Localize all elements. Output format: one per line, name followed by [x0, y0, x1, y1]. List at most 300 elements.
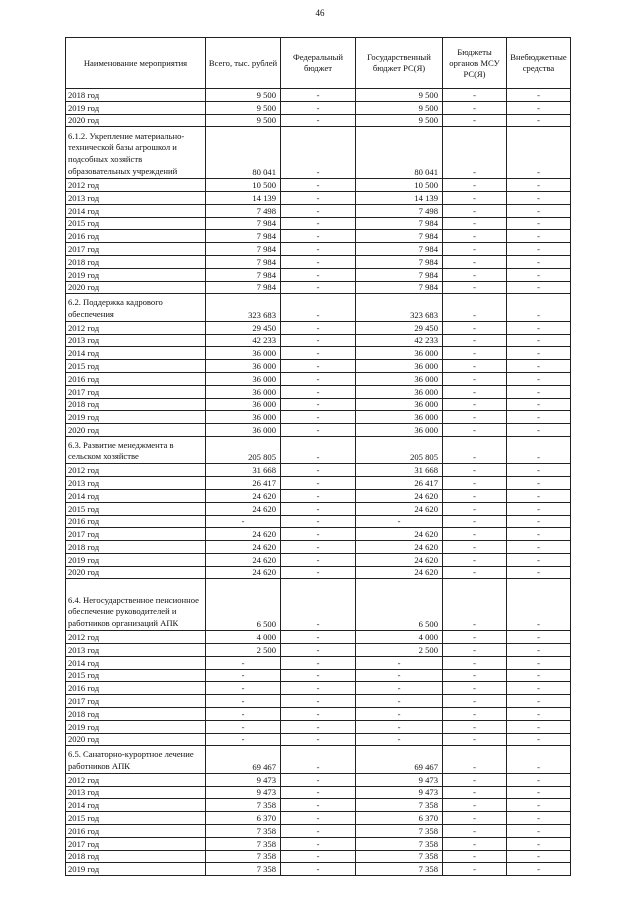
- cell-federal: -: [281, 398, 356, 411]
- table-row: [66, 489, 571, 502]
- cell-total: 24 620: [206, 489, 281, 502]
- cell-municipal: -: [443, 528, 507, 541]
- cell-name: 2017 год: [66, 695, 206, 708]
- cell-offbudget: -: [507, 89, 571, 102]
- cell-municipal: -: [443, 644, 507, 657]
- cell-federal: -: [281, 669, 356, 682]
- cell-federal: -: [281, 255, 356, 268]
- section-row: [66, 579, 571, 631]
- cell-state: 69 467: [356, 746, 443, 773]
- cell-name: 2016 год: [66, 230, 206, 243]
- cell-state: 7 358: [356, 837, 443, 850]
- cell-state: 7 498: [356, 204, 443, 217]
- cell-total: 36 000: [206, 347, 281, 360]
- cell-federal: -: [281, 553, 356, 566]
- cell-state: 7 984: [356, 281, 443, 294]
- cell-name: 2018 год: [66, 708, 206, 721]
- cell-name: 2012 год: [66, 321, 206, 334]
- cell-state: -: [356, 695, 443, 708]
- cell-federal: -: [281, 746, 356, 773]
- cell-municipal: -: [443, 243, 507, 256]
- cell-name: 2020 год: [66, 114, 206, 127]
- cell-state: 2 500: [356, 644, 443, 657]
- cell-federal: -: [281, 281, 356, 294]
- header-total: Всего, тыс. рублей: [206, 38, 281, 89]
- table-row: [66, 541, 571, 554]
- table-row: [66, 477, 571, 490]
- cell-municipal: -: [443, 294, 507, 321]
- cell-total: 31 668: [206, 464, 281, 477]
- table-row: [66, 385, 571, 398]
- cell-offbudget: -: [507, 127, 571, 179]
- cell-federal: -: [281, 436, 356, 463]
- cell-offbudget: -: [507, 464, 571, 477]
- table-row: [66, 812, 571, 825]
- cell-federal: -: [281, 217, 356, 230]
- cell-federal: -: [281, 89, 356, 102]
- cell-municipal: -: [443, 733, 507, 746]
- table-body: [66, 89, 571, 876]
- cell-federal: -: [281, 294, 356, 321]
- cell-total: 42 233: [206, 334, 281, 347]
- cell-federal: -: [281, 101, 356, 114]
- cell-total: 7 358: [206, 863, 281, 876]
- cell-total: 205 805: [206, 436, 281, 463]
- cell-federal: -: [281, 230, 356, 243]
- cell-total: 36 000: [206, 398, 281, 411]
- cell-federal: -: [281, 179, 356, 192]
- cell-state: 7 984: [356, 243, 443, 256]
- cell-municipal: -: [443, 863, 507, 876]
- cell-municipal: -: [443, 579, 507, 631]
- cell-federal: -: [281, 127, 356, 179]
- cell-name: 2013 год: [66, 334, 206, 347]
- cell-municipal: -: [443, 541, 507, 554]
- cell-state: 7 358: [356, 799, 443, 812]
- cell-municipal: -: [443, 786, 507, 799]
- table-row: [66, 773, 571, 786]
- cell-name: 2016 год: [66, 372, 206, 385]
- cell-offbudget: -: [507, 566, 571, 579]
- cell-offbudget: -: [507, 230, 571, 243]
- cell-name: 2012 год: [66, 773, 206, 786]
- cell-state: 9 473: [356, 786, 443, 799]
- cell-federal: -: [281, 515, 356, 528]
- cell-name: 2014 год: [66, 204, 206, 217]
- cell-name: 2013 год: [66, 786, 206, 799]
- cell-offbudget: -: [507, 579, 571, 631]
- cell-federal: -: [281, 825, 356, 838]
- table-row: [66, 682, 571, 695]
- cell-state: 31 668: [356, 464, 443, 477]
- cell-total: 36 000: [206, 372, 281, 385]
- cell-offbudget: -: [507, 799, 571, 812]
- cell-name: 2017 год: [66, 243, 206, 256]
- cell-municipal: -: [443, 708, 507, 721]
- cell-offbudget: -: [507, 786, 571, 799]
- header-municipal: Бюджеты органов МСУ РС(Я): [443, 38, 507, 89]
- cell-total: 14 139: [206, 191, 281, 204]
- header-state: Государственный бюджет РС(Я): [356, 38, 443, 89]
- cell-federal: -: [281, 695, 356, 708]
- cell-state: -: [356, 682, 443, 695]
- cell-municipal: -: [443, 334, 507, 347]
- cell-name: 2017 год: [66, 528, 206, 541]
- cell-name: 2016 год: [66, 825, 206, 838]
- cell-total: 7 984: [206, 230, 281, 243]
- table-row: [66, 631, 571, 644]
- cell-name: 2020 год: [66, 733, 206, 746]
- cell-total: 6 370: [206, 812, 281, 825]
- table-row: [66, 411, 571, 424]
- cell-name: 6.5. Санаторно-курортное лечение работников АПК: [66, 746, 206, 773]
- cell-offbudget: -: [507, 179, 571, 192]
- cell-total: 26 417: [206, 477, 281, 490]
- cell-name: 6.2. Поддержка кадрового обеспечения: [66, 294, 206, 321]
- table-row: [66, 837, 571, 850]
- header-offbudget: Внебюджетные средства: [507, 38, 571, 89]
- cell-name: 2013 год: [66, 477, 206, 490]
- header-federal: Федеральный бюджет: [281, 38, 356, 89]
- cell-municipal: -: [443, 477, 507, 490]
- cell-offbudget: -: [507, 528, 571, 541]
- cell-state: -: [356, 515, 443, 528]
- cell-total: 7 358: [206, 850, 281, 863]
- cell-state: -: [356, 708, 443, 721]
- cell-federal: -: [281, 114, 356, 127]
- cell-federal: -: [281, 773, 356, 786]
- cell-municipal: -: [443, 281, 507, 294]
- cell-name: 2017 год: [66, 385, 206, 398]
- cell-offbudget: -: [507, 733, 571, 746]
- cell-total: 9 500: [206, 114, 281, 127]
- cell-state: 4 000: [356, 631, 443, 644]
- cell-state: 36 000: [356, 424, 443, 437]
- cell-total: 7 984: [206, 243, 281, 256]
- cell-total: 69 467: [206, 746, 281, 773]
- cell-name: 2014 год: [66, 347, 206, 360]
- budget-table: [65, 37, 571, 876]
- page-number: 46: [315, 8, 325, 18]
- cell-name: 6.3. Развитие менеджмента в сельском хозяйстве: [66, 436, 206, 463]
- cell-offbudget: -: [507, 812, 571, 825]
- cell-federal: -: [281, 268, 356, 281]
- section-row: [66, 127, 571, 179]
- cell-federal: -: [281, 682, 356, 695]
- table-row: [66, 528, 571, 541]
- cell-municipal: -: [443, 436, 507, 463]
- table-row: [66, 179, 571, 192]
- cell-total: -: [206, 733, 281, 746]
- cell-federal: -: [281, 489, 356, 502]
- cell-name: 2020 год: [66, 281, 206, 294]
- cell-total: 7 358: [206, 825, 281, 838]
- cell-total: 7 358: [206, 837, 281, 850]
- cell-total: 36 000: [206, 360, 281, 373]
- cell-total: 7 984: [206, 281, 281, 294]
- cell-offbudget: -: [507, 217, 571, 230]
- cell-total: -: [206, 669, 281, 682]
- table-row: [66, 695, 571, 708]
- cell-name: 2020 год: [66, 424, 206, 437]
- cell-total: 9 500: [206, 89, 281, 102]
- cell-name: 2014 год: [66, 489, 206, 502]
- table-row: [66, 850, 571, 863]
- cell-offbudget: -: [507, 669, 571, 682]
- cell-federal: -: [281, 863, 356, 876]
- cell-name: 2018 год: [66, 541, 206, 554]
- cell-offbudget: -: [507, 321, 571, 334]
- cell-name: 2018 год: [66, 89, 206, 102]
- cell-state: 24 620: [356, 541, 443, 554]
- table-row: [66, 230, 571, 243]
- cell-name: 2013 год: [66, 644, 206, 657]
- cell-state: 36 000: [356, 372, 443, 385]
- table-row: [66, 321, 571, 334]
- cell-name: 2019 год: [66, 101, 206, 114]
- cell-federal: -: [281, 631, 356, 644]
- cell-total: 80 041: [206, 127, 281, 179]
- cell-federal: -: [281, 477, 356, 490]
- cell-municipal: -: [443, 773, 507, 786]
- cell-federal: -: [281, 812, 356, 825]
- cell-municipal: -: [443, 372, 507, 385]
- cell-offbudget: -: [507, 398, 571, 411]
- cell-federal: -: [281, 644, 356, 657]
- cell-municipal: -: [443, 489, 507, 502]
- cell-federal: -: [281, 850, 356, 863]
- cell-total: 323 683: [206, 294, 281, 321]
- cell-municipal: -: [443, 812, 507, 825]
- table-row: [66, 217, 571, 230]
- cell-total: 7 358: [206, 799, 281, 812]
- cell-state: 9 500: [356, 89, 443, 102]
- cell-total: 9 473: [206, 786, 281, 799]
- cell-state: 14 139: [356, 191, 443, 204]
- cell-municipal: -: [443, 799, 507, 812]
- cell-offbudget: -: [507, 385, 571, 398]
- table-row: [66, 347, 571, 360]
- cell-state: -: [356, 733, 443, 746]
- cell-state: 29 450: [356, 321, 443, 334]
- cell-federal: -: [281, 347, 356, 360]
- cell-municipal: -: [443, 89, 507, 102]
- cell-total: -: [206, 682, 281, 695]
- table-row: [66, 502, 571, 515]
- cell-federal: -: [281, 720, 356, 733]
- cell-total: 36 000: [206, 424, 281, 437]
- cell-name: 2016 год: [66, 682, 206, 695]
- cell-municipal: -: [443, 191, 507, 204]
- cell-offbudget: -: [507, 502, 571, 515]
- table-row: [66, 398, 571, 411]
- table-row: [66, 268, 571, 281]
- cell-offbudget: -: [507, 268, 571, 281]
- cell-federal: -: [281, 334, 356, 347]
- cell-name: 2019 год: [66, 553, 206, 566]
- cell-name: 2019 год: [66, 411, 206, 424]
- cell-municipal: -: [443, 656, 507, 669]
- table-row: [66, 372, 571, 385]
- cell-state: 26 417: [356, 477, 443, 490]
- cell-name: 2019 год: [66, 720, 206, 733]
- table-row: [66, 204, 571, 217]
- table-row: [66, 515, 571, 528]
- cell-municipal: -: [443, 515, 507, 528]
- cell-total: 24 620: [206, 528, 281, 541]
- cell-name: 2015 год: [66, 812, 206, 825]
- table-row: [66, 101, 571, 114]
- table-row: [66, 334, 571, 347]
- cell-name: 2018 год: [66, 255, 206, 268]
- cell-municipal: -: [443, 217, 507, 230]
- cell-municipal: -: [443, 502, 507, 515]
- cell-offbudget: -: [507, 294, 571, 321]
- cell-municipal: -: [443, 204, 507, 217]
- cell-name: 2015 год: [66, 360, 206, 373]
- cell-municipal: -: [443, 127, 507, 179]
- cell-offbudget: -: [507, 695, 571, 708]
- cell-offbudget: -: [507, 411, 571, 424]
- cell-federal: -: [281, 579, 356, 631]
- cell-offbudget: -: [507, 477, 571, 490]
- cell-total: 7 498: [206, 204, 281, 217]
- cell-name: 2014 год: [66, 799, 206, 812]
- cell-state: 80 041: [356, 127, 443, 179]
- cell-offbudget: -: [507, 541, 571, 554]
- cell-state: -: [356, 720, 443, 733]
- table-row: [66, 255, 571, 268]
- cell-municipal: -: [443, 669, 507, 682]
- cell-federal: -: [281, 372, 356, 385]
- cell-total: -: [206, 695, 281, 708]
- table-row: [66, 553, 571, 566]
- cell-offbudget: -: [507, 281, 571, 294]
- cell-name: 2015 год: [66, 217, 206, 230]
- cell-name: 2014 год: [66, 656, 206, 669]
- table-row: [66, 656, 571, 669]
- cell-state: 7 984: [356, 230, 443, 243]
- cell-offbudget: -: [507, 360, 571, 373]
- cell-state: 9 500: [356, 114, 443, 127]
- cell-offbudget: -: [507, 191, 571, 204]
- cell-name: 2016 год: [66, 515, 206, 528]
- cell-state: 7 984: [356, 217, 443, 230]
- cell-federal: -: [281, 733, 356, 746]
- cell-municipal: -: [443, 682, 507, 695]
- header-row: [66, 38, 571, 89]
- cell-municipal: -: [443, 347, 507, 360]
- cell-municipal: -: [443, 553, 507, 566]
- cell-name: 2019 год: [66, 863, 206, 876]
- cell-total: 9 500: [206, 101, 281, 114]
- cell-offbudget: -: [507, 720, 571, 733]
- cell-federal: -: [281, 191, 356, 204]
- cell-federal: -: [281, 528, 356, 541]
- cell-state: -: [356, 669, 443, 682]
- cell-offbudget: -: [507, 255, 571, 268]
- cell-state: 9 473: [356, 773, 443, 786]
- cell-name: 2020 год: [66, 566, 206, 579]
- cell-offbudget: -: [507, 825, 571, 838]
- cell-municipal: -: [443, 114, 507, 127]
- cell-state: 36 000: [356, 360, 443, 373]
- cell-total: 29 450: [206, 321, 281, 334]
- cell-municipal: -: [443, 424, 507, 437]
- cell-federal: -: [281, 502, 356, 515]
- cell-municipal: -: [443, 268, 507, 281]
- cell-state: 24 620: [356, 502, 443, 515]
- cell-offbudget: -: [507, 436, 571, 463]
- cell-total: 7 984: [206, 255, 281, 268]
- cell-offbudget: -: [507, 631, 571, 644]
- table-row: [66, 566, 571, 579]
- cell-federal: -: [281, 837, 356, 850]
- cell-name: 2013 год: [66, 191, 206, 204]
- cell-state: 42 233: [356, 334, 443, 347]
- cell-offbudget: -: [507, 334, 571, 347]
- cell-state: 323 683: [356, 294, 443, 321]
- cell-federal: -: [281, 541, 356, 554]
- cell-offbudget: -: [507, 515, 571, 528]
- cell-federal: -: [281, 566, 356, 579]
- table-row: [66, 114, 571, 127]
- table-row: [66, 644, 571, 657]
- cell-state: 10 500: [356, 179, 443, 192]
- cell-state: -: [356, 656, 443, 669]
- cell-name: 2015 год: [66, 502, 206, 515]
- table-row: [66, 464, 571, 477]
- cell-offbudget: -: [507, 746, 571, 773]
- cell-municipal: -: [443, 720, 507, 733]
- cell-name: 2019 год: [66, 268, 206, 281]
- table-row: [66, 786, 571, 799]
- cell-offbudget: -: [507, 243, 571, 256]
- cell-offbudget: -: [507, 863, 571, 876]
- cell-total: 7 984: [206, 217, 281, 230]
- table-row: [66, 191, 571, 204]
- cell-state: 6 370: [356, 812, 443, 825]
- cell-state: 205 805: [356, 436, 443, 463]
- cell-total: 36 000: [206, 411, 281, 424]
- cell-name: 2018 год: [66, 850, 206, 863]
- cell-name: 2015 год: [66, 669, 206, 682]
- cell-federal: -: [281, 411, 356, 424]
- cell-municipal: -: [443, 695, 507, 708]
- table-row: [66, 89, 571, 102]
- table-row: [66, 799, 571, 812]
- cell-municipal: -: [443, 837, 507, 850]
- table-header: [66, 38, 571, 89]
- cell-total: 24 620: [206, 541, 281, 554]
- cell-offbudget: -: [507, 372, 571, 385]
- cell-state: 7 358: [356, 863, 443, 876]
- table-row: [66, 708, 571, 721]
- cell-total: 6 500: [206, 579, 281, 631]
- section-row: [66, 294, 571, 321]
- cell-total: 24 620: [206, 553, 281, 566]
- cell-offbudget: -: [507, 553, 571, 566]
- cell-federal: -: [281, 424, 356, 437]
- cell-state: 7 984: [356, 268, 443, 281]
- cell-municipal: -: [443, 825, 507, 838]
- cell-state: 7 358: [356, 850, 443, 863]
- cell-offbudget: -: [507, 837, 571, 850]
- cell-name: 2012 год: [66, 179, 206, 192]
- section-row: [66, 436, 571, 463]
- cell-municipal: -: [443, 360, 507, 373]
- cell-total: 24 620: [206, 566, 281, 579]
